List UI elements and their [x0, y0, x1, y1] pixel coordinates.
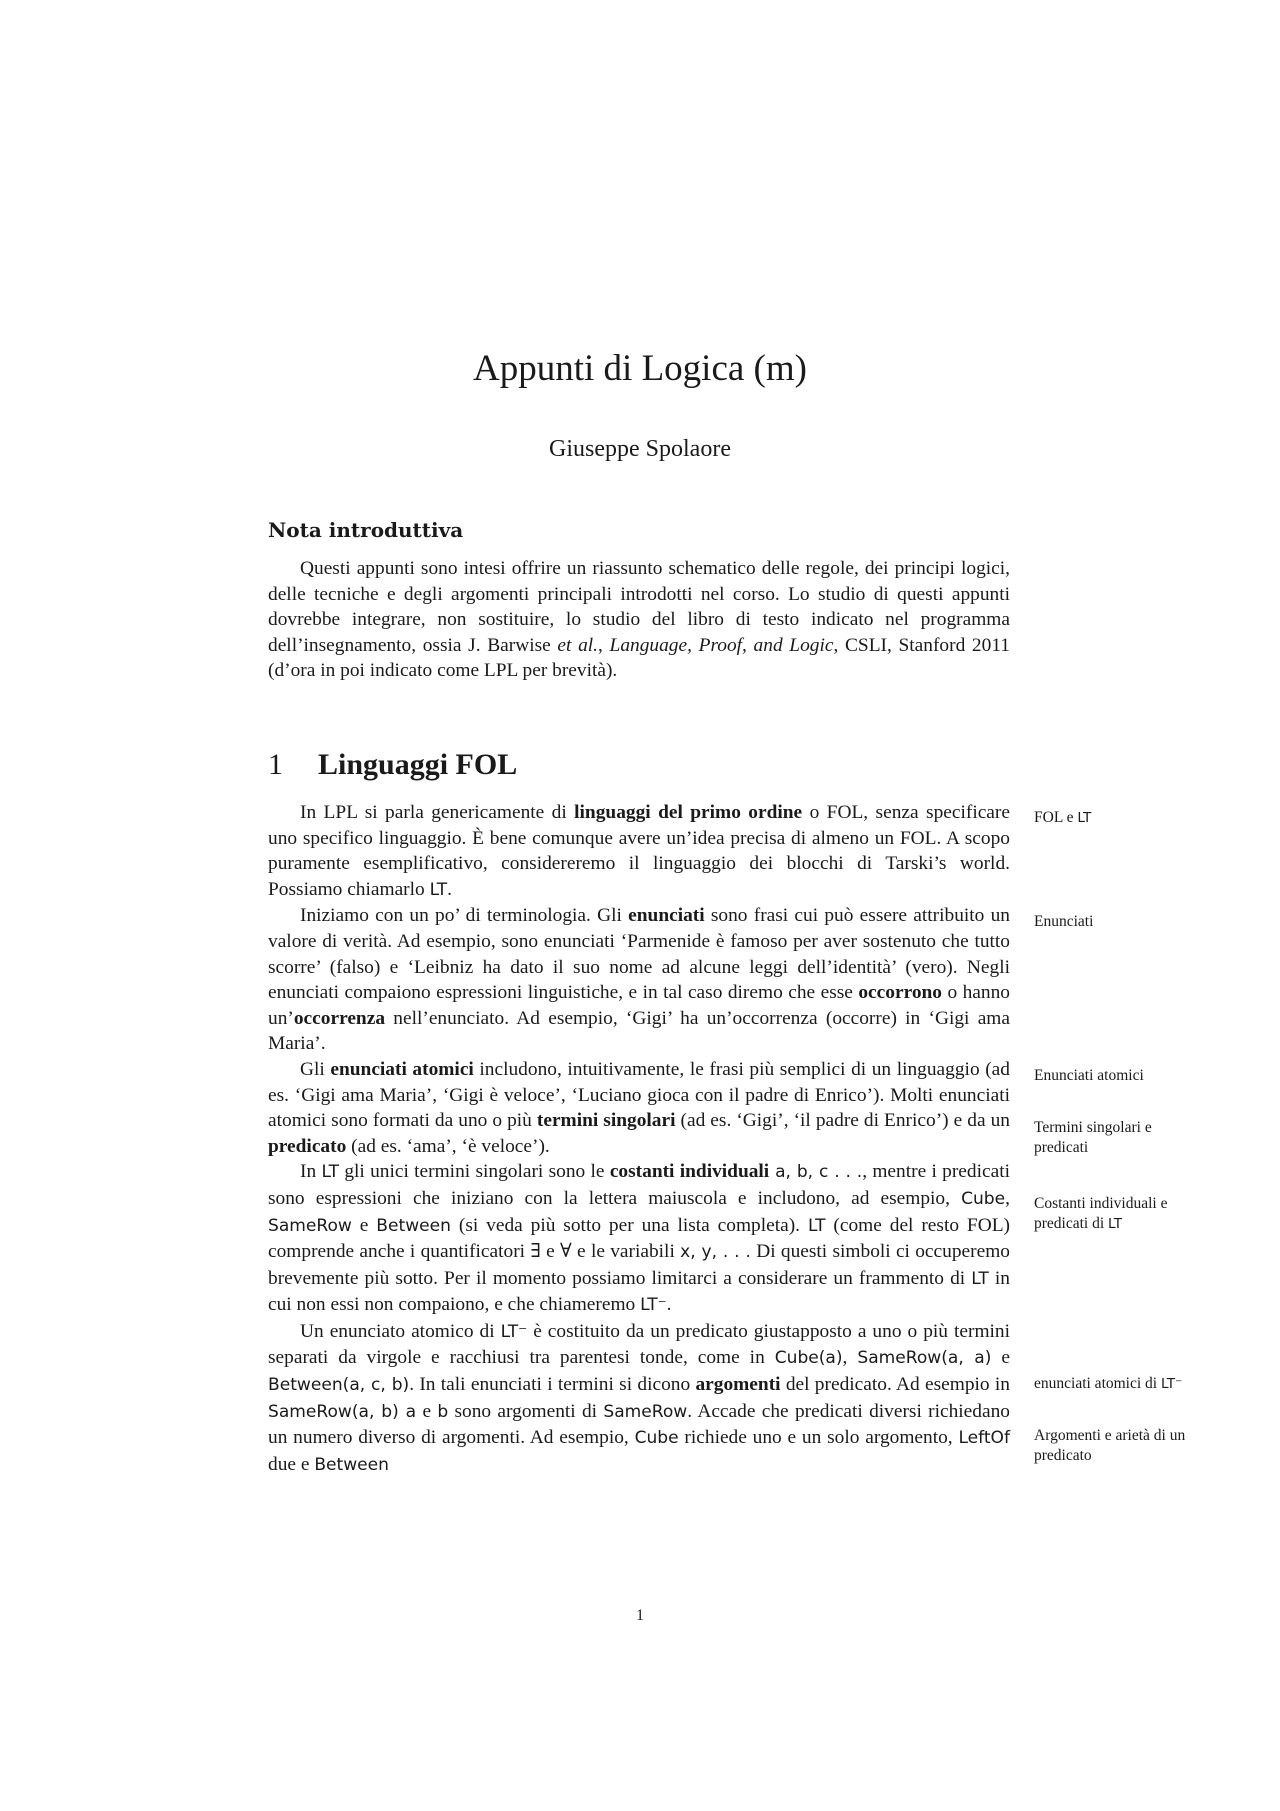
intro-heading: Nota introduttiva [268, 518, 464, 542]
margin-note-atomici: Enunciati atomici [1034, 1067, 1144, 1084]
margin-note-termini: Termini singolari e predicati [1034, 1119, 1152, 1156]
paragraph-atomici: Gli enunciati atomici includono, intuitivamente, le frasi più semplici di un linguaggio (ad es. ‘Gigi ama Maria’, ‘Gigi è veloce’, ‘Luciano gioca con il padre di Enrico’). Molti enunciati atomici sono formati da uno o più termini singolari (ad es. ‘Gigi’, ‘il padre di Enrico’) e da un predicato (ad es. ‘ama’, ‘è veloce’). [268, 1058, 1010, 1157]
margin-note-argomenti: Argomenti e arietà di un predicato [1034, 1427, 1186, 1464]
intro-paragraph: Questi appunti sono intesi offrire un riassunto schematico delle regole, dei principi logici, delle tecniche e degli argomenti principali introdotti nel corso. Lo studio di questi appunti dovrebbe integrare, non sostituire, lo studio del libro di testo indicato nel programma dell’insegnamento, ossia J. Barwise et al., Language, Proof, and Logic, CSLI, Stanford 2011 (d’ora in poi indicato come LPL per brevità). [268, 558, 1010, 682]
paragraph-costanti: In LT gli unici termini singolari sono le costanti individuali a, b, c . . ., mentre i predicati sono espressioni che iniziano con la lettera maiuscola e includono, ad esempio, Cube, SameRow e Between (si veda più sotto per una lista completa). LT (come del resto FOL) comprende anche i quantificatori ∃ e ∀ e le variabili x, y, . . . Di questi simboli ci occuperemo brevemente più sotto. Per il momento possiamo limitarci a considerare un frammento di LT in cui non essi non compaiono, e che chiameremo LT⁻. [268, 1161, 1011, 1316]
paragraph-argomenti: Un enunciato atomico di LT⁻ è costituito da un predicato giustapposto a uno o più termini separati da virgole e racchiusi tra parentesi tonde, come in Cube(a), SameRow(a, a) e Between(a, c, b). In tali enunciati i termini si dicono argomenti del predicato. Ad esempio in SameRow(a, b) a e b sono argomenti di SameRow. Accade che predicati diversi richiedano un numero diverso di argomenti. Ad esempio, Cube richiede uno e un solo argomento, LeftOf due e Between [268, 1320, 1010, 1475]
margin-note-enunciati: Enunciati [1034, 913, 1094, 930]
section-heading [268, 748, 517, 782]
margin-note-enunciati-lt: enunciati atomici di LT⁻ [1034, 1375, 1183, 1392]
section-title: Linguaggi FOL [318, 748, 518, 781]
page-number: 1 [636, 1607, 644, 1624]
intro-body [268, 556, 1010, 684]
paragraph-fol: In LPL si parla genericamente di linguaggi del primo ordine o FOL, senza specificare uno specifico linguaggio. È bene comunque avere un’idea precisa di almeno un FOL. A scopo puramente esemplificativo, considereremo il linguaggio dei blocchi di Tarski’s world. Possiamo chiamarlo LT. [268, 802, 1010, 900]
margin-note-costanti: Costanti individuali e predicati di LT [1034, 1195, 1168, 1232]
etal-italic: et al. [557, 634, 599, 656]
paper-title: Appunti di Logica (m) [473, 348, 807, 389]
margin-note-fol: FOL e LT [1034, 809, 1092, 826]
section-number: 1 [268, 748, 283, 781]
paragraph-enunciati: Iniziamo con un po’ di terminologia. Gli enunciati sono frasi cui può essere attribuito un valore di verità. Ad esempio, sono enunciati ‘Parmenide è famoso per aver sostenuto che tutto scorre’ (falso) e ‘Leibniz ha dato il suo nome ad alcune leggi dell’identità’ (vero). Negli enunciati compaiono espressioni linguistiche, e in tal caso diremo che esse occorrono o hanno un’occorrenza nell’enunciato. Ad esempio, ‘Gigi’ ha un’occorrenza (occorre) in ‘Gigi ama Maria’. [268, 905, 1011, 1055]
book-title: Language, Proof, and Logic [609, 634, 834, 656]
section-body [268, 800, 1010, 1478]
author-name: Giuseppe Spolaore [549, 436, 731, 462]
